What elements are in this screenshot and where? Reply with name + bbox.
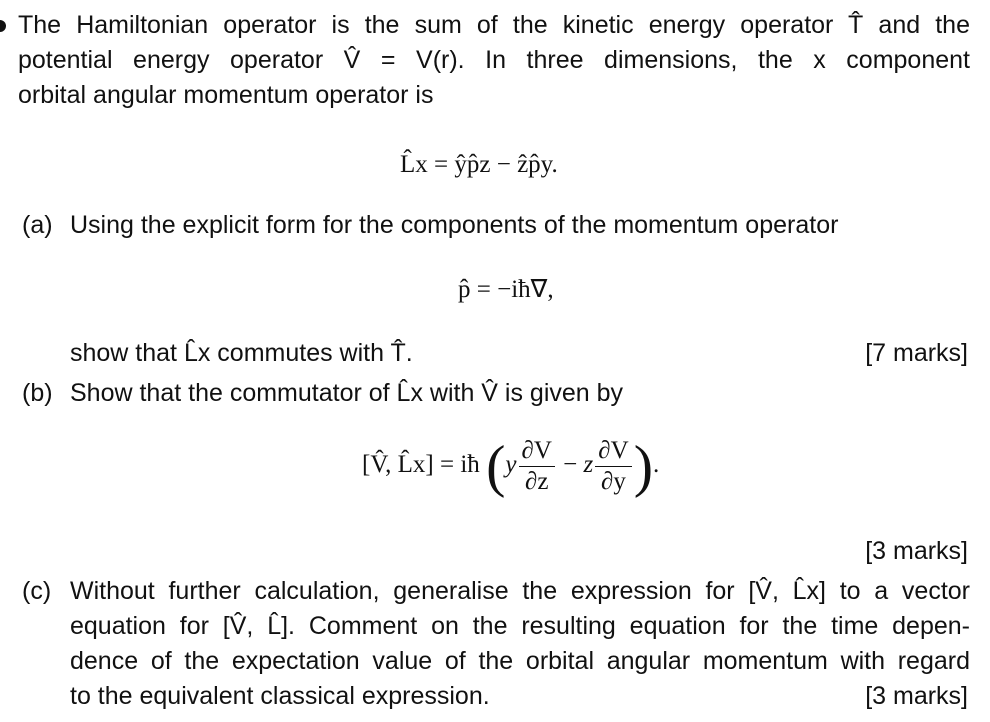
intro-line-2: potential energy operator V̂ = V(r). In three dimensions, the x component <box>18 46 970 74</box>
part-c-line-2: equation for [V̂, L̂]. Comment on the resulting equation for the time depen- <box>70 612 970 640</box>
intro-line-3: orbital angular momentum operator is <box>18 81 434 109</box>
part-a-continued <box>22 336 970 376</box>
fraction-2-numerator: ∂V <box>595 436 631 467</box>
equation-momentum: p̂ = −iħ∇, <box>458 276 554 303</box>
part-b-marks: [3 marks] <box>865 537 968 565</box>
part-b-line-1: Show that the commutator of L̂x with V̂ is given by <box>70 379 624 407</box>
equation-lx: L̂x = ŷp̂z − ẑp̂y. <box>400 151 558 178</box>
term-y: y <box>505 451 517 479</box>
bullet-marker <box>0 20 6 32</box>
part-a-line-2: show that L̂x commutes with T̂. <box>70 339 413 367</box>
part-c-marks: [3 marks] <box>865 682 968 710</box>
commutator-lhs: [V̂, L̂x] = iħ <box>362 451 480 479</box>
term-z: z <box>583 451 594 479</box>
part-c-line-3: dence of the expectation value of the orbital angular momentum with regard <box>70 647 970 675</box>
part-c-line-1: Without further calculation, generalise the expression for [V̂, L̂x] to a vector <box>70 577 970 605</box>
part-b <box>22 376 970 416</box>
part-a-label: (a) <box>22 211 53 239</box>
part-a <box>22 208 970 248</box>
left-paren: ( <box>486 433 506 499</box>
minus-sign: − <box>563 451 578 479</box>
part-a-marks: [7 marks] <box>865 339 968 367</box>
equation-period: . <box>653 451 660 479</box>
fraction-1-numerator: ∂V <box>519 436 555 467</box>
fraction-2-denominator: ∂y <box>601 468 626 495</box>
right-paren: ) <box>633 433 654 499</box>
fraction-1-denominator: ∂z <box>524 468 549 495</box>
part-c-line-4: to the equivalent classical expression. <box>70 682 490 710</box>
fraction-dv-dy <box>595 436 631 497</box>
part-b-label: (b) <box>22 379 53 407</box>
intro-paragraph <box>18 8 970 113</box>
intro-line-1: The Hamiltonian operator is the sum of the kinetic energy operator T̂ and the <box>18 11 970 39</box>
part-c-label: (c) <box>22 577 52 605</box>
fraction-dv-dz <box>519 436 555 497</box>
equation-commutator <box>362 433 660 499</box>
part-c <box>22 574 970 716</box>
part-a-line-1: Using the explicit form for the components of the momentum operator <box>70 211 839 239</box>
